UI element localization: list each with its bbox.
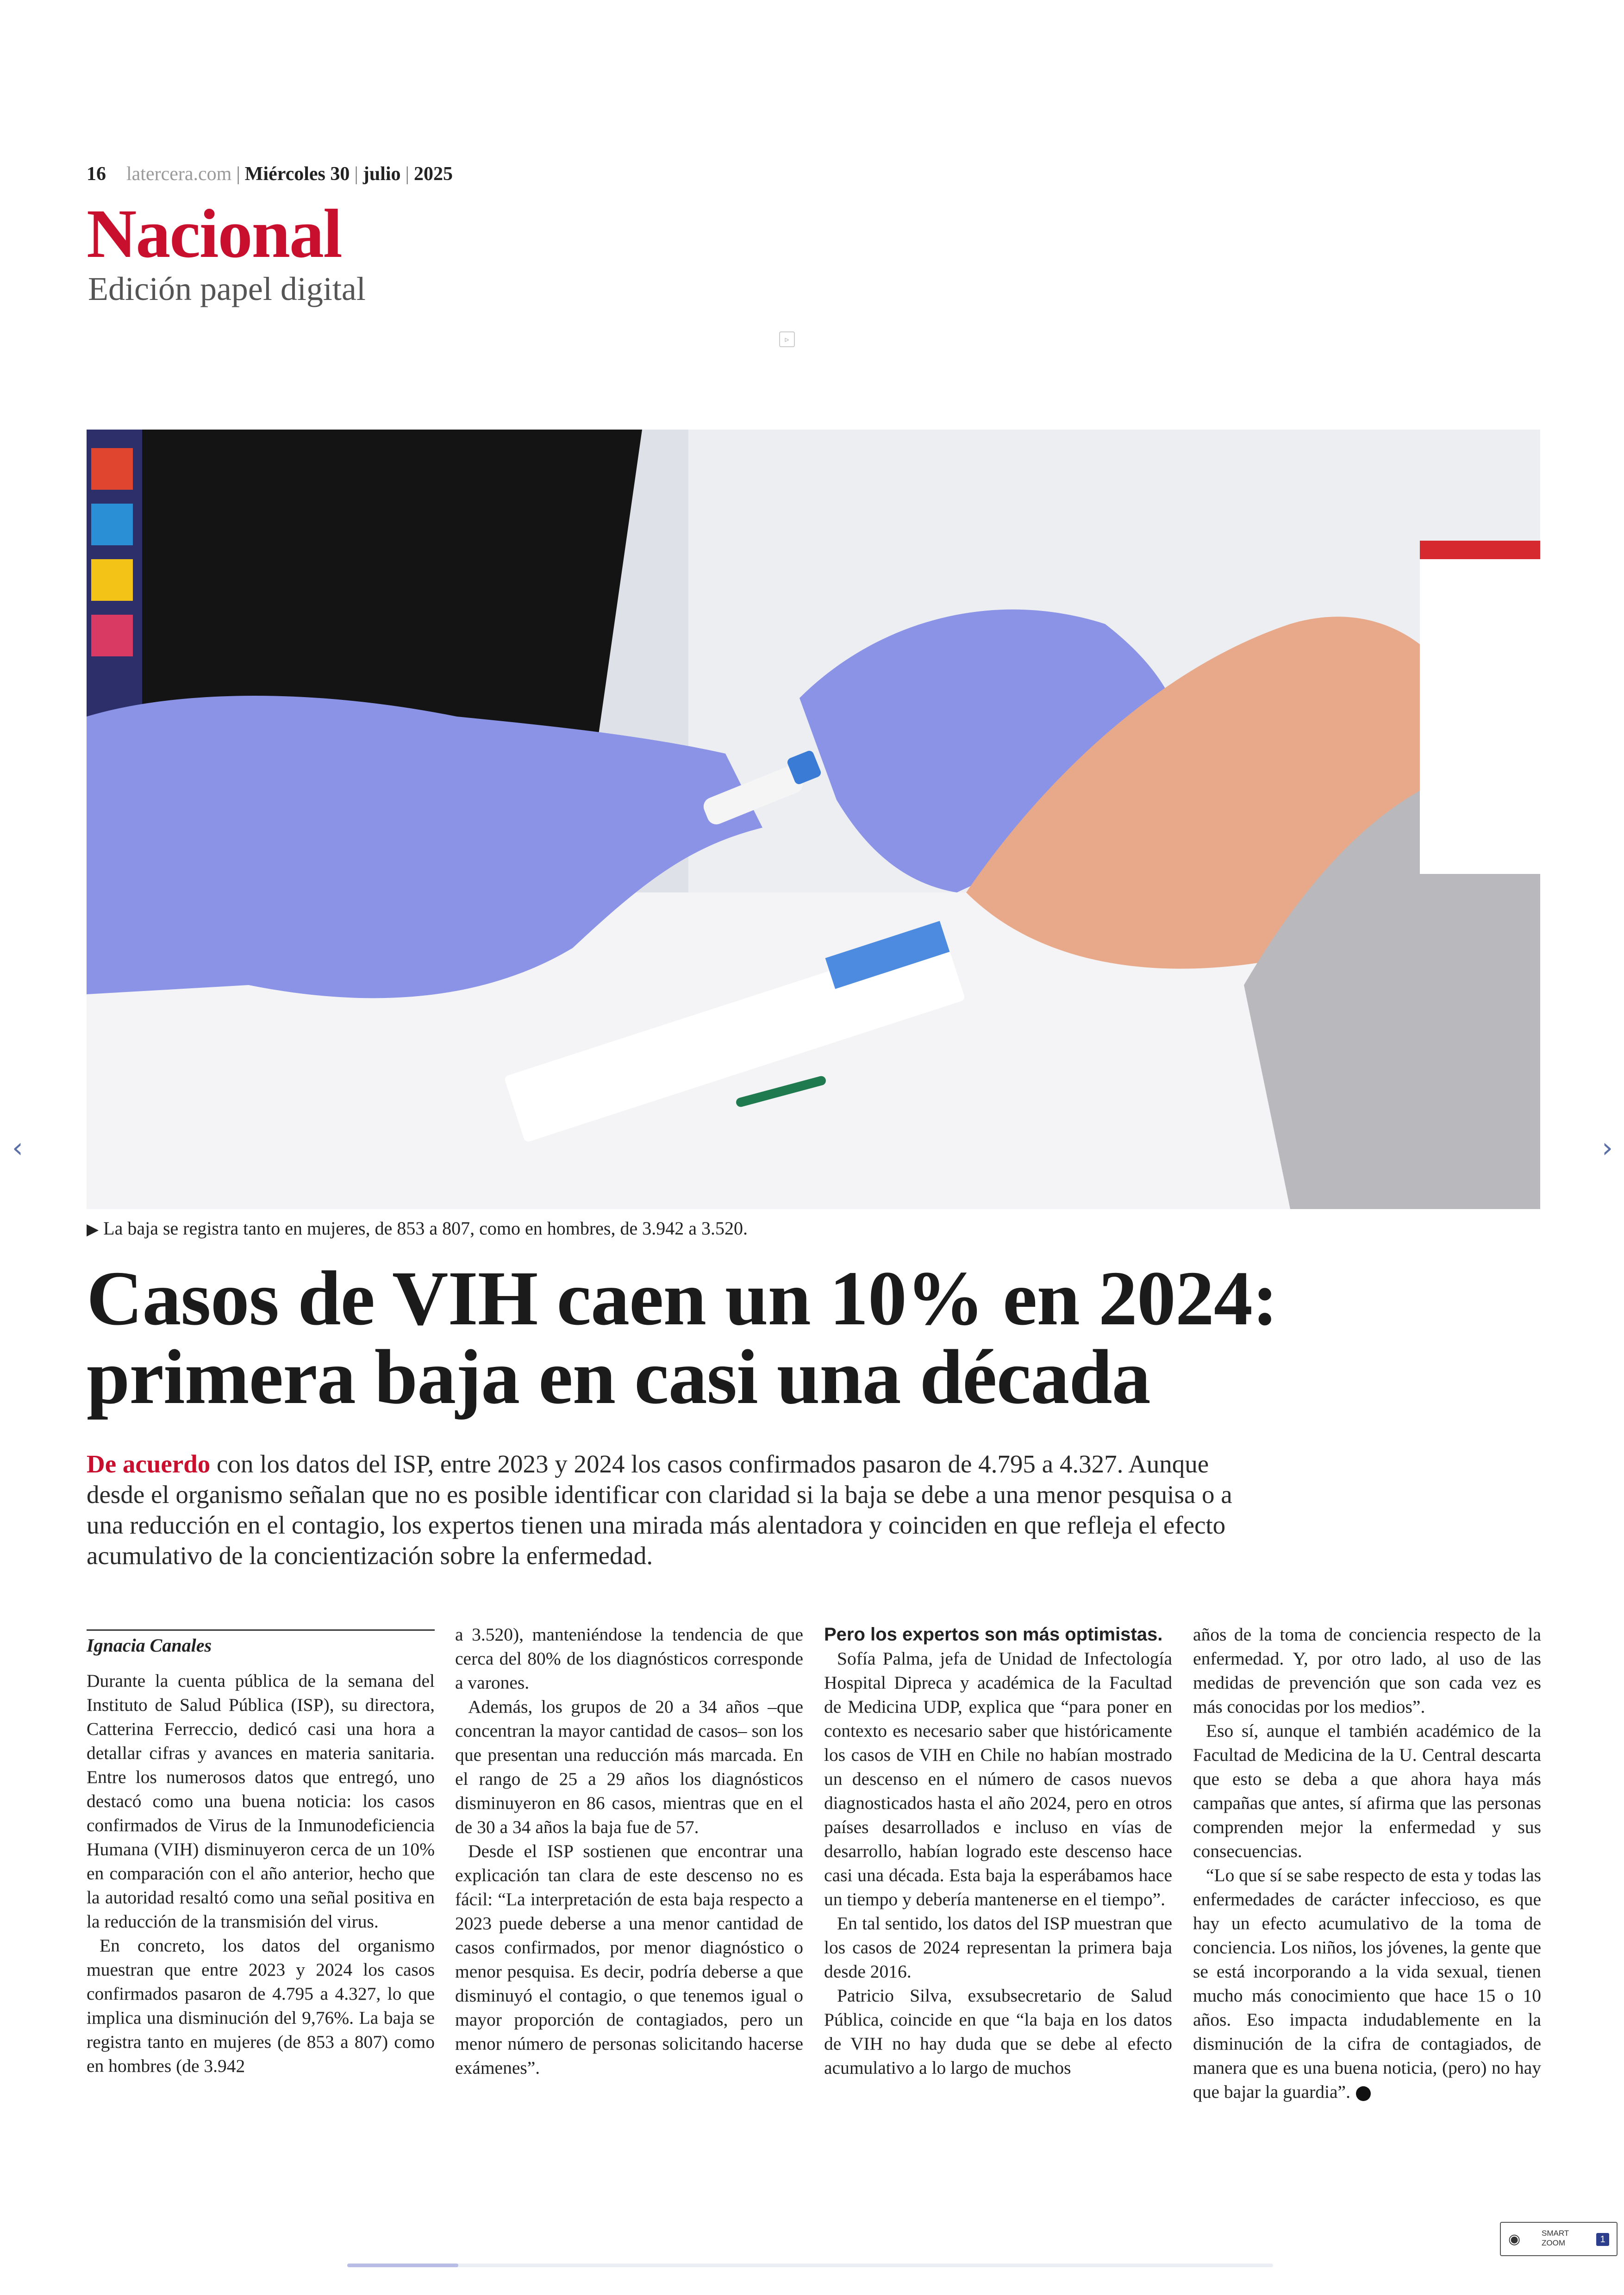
date-day: Miércoles 30	[244, 163, 350, 185]
column-1	[87, 1629, 435, 2078]
ad-marker-icon: ▹	[779, 331, 795, 347]
page-progress-bar[interactable]	[347, 2264, 1273, 2267]
paragraph: En tal sentido, los datos del ISP muestran que los casos de 2024 representan la primera baja desde 2016.	[824, 1913, 1172, 1982]
paragraph: a 3.520), manteniéndose la tendencia de que cerca del 80% de los diagnósticos corresponde a varones.	[455, 1624, 803, 1693]
paragraph: Desde el ISP sostienen que encontrar una explicación tan clara de este descenso no es fácil: “La interpretación de esta baja respecto a 2023 puede deberse a una menor cantidad de casos confirmados, por menor diagnóstico o menor pesquisa. Es decir, podría deberse a que disminuyó el contagio, o que tenemos igual o mayor proporción de contagiados, pero un menor número de personas solicitando hacerse exámenes”.	[455, 1841, 803, 2078]
progress-fill	[347, 2264, 458, 2267]
column-4	[1193, 1622, 1541, 2104]
column-3	[824, 1622, 1172, 2080]
smart-zoom-button[interactable]	[1500, 2222, 1618, 2256]
folio-line: 16 latercera.com | Miércoles 30 | julio | 2025	[87, 163, 453, 185]
lead-word: De acuerdo	[87, 1450, 211, 1478]
chevron-left-icon[interactable]: ‹	[12, 1132, 23, 1164]
date-month: julio	[362, 163, 401, 185]
article-lead	[87, 1449, 1272, 1571]
paragraph: años de la toma de conciencia respecto de la enfermedad. Y, por otro lado, al uso de las medidas de prevención que son cada vez es más conocidas por los medios”.	[1193, 1624, 1541, 1717]
caption-arrow-icon: ▶	[87, 1221, 99, 1238]
article-photo	[87, 430, 1540, 1209]
chevron-right-icon[interactable]: ›	[1602, 1132, 1613, 1164]
end-of-article-icon	[1356, 2086, 1371, 2101]
caption-text: La baja se registra tanto en mujeres, de 853 a 807, como en hombres, de 3.942 a 3.520.	[103, 1218, 748, 1239]
headline-line-2: primera baja en casi una década	[87, 1334, 1150, 1420]
paragraph	[1193, 1863, 1541, 2104]
site-name: latercera.com	[126, 163, 232, 185]
zoom-count-badge: 1	[1596, 2233, 1609, 2246]
paragraph: Además, los grupos de 20 a 34 años –que concentran la mayor cantidad de casos– son los que presentan una reducción más marcada. En el rango de 25 a 29 años los diagnósticos disminuyeron en 86 casos, mientras que en el de 30 a 34 años la baja fue de 57.	[455, 1696, 803, 1837]
paragraph: Patricio Silva, exsubsecretario de Salud Pública, coincide en que “la baja en los datos de VIH no hay duda que se debe al efecto acumulativo a lo largo de muchos	[824, 1985, 1172, 2078]
lead-text: con los datos del ISP, entre 2023 y 2024 los casos confirmados pasaron de 4.795 a 4.327. Aunque desde el organismo señalan que no es posible identificar con claridad si la baja se debe a una menor pesquisa o a una reducción en el contagio, los expertos tienen una mirada más alentadora y coinciden en que refleja el efecto acumulativo de la concientización sobre la enfermedad.	[87, 1450, 1232, 1570]
headline	[87, 1255, 1522, 1420]
subheading: Pero los expertos son más optimistas.	[824, 1624, 1163, 1645]
paragraph: Eso sí, aunque el también académico de la Facultad de Medicina de la U. Central descarta que esto se deba a que ahora haya más campañas que antes, sí afirma que las personas comprenden mejor la enfermedad y sus consecuencias.	[1193, 1721, 1541, 1861]
photo-caption	[87, 1217, 748, 1239]
paragraph-text: “Lo que sí se sabe respecto de esta y todas las enfermedades de carácter infeccioso, es que hay un efecto acumulativo de la toma de conciencia. Los niños, los jóvenes, la gente que se está incorporando a la vida sexual, tienen mucho más conocimiento que hace 15 o 10 años. Eso impacta indudablemente en la disminución de la cifra de contagiados, de manera que es una buena noticia, (pero) no hay que bajar la guardia”.	[1193, 1865, 1541, 2102]
eye-icon: ◉	[1508, 2232, 1521, 2247]
byline: Ignacia Canales	[87, 1629, 435, 1658]
page-number: 16	[87, 163, 106, 185]
paragraph: En concreto, los datos del organismo muestran que entre 2023 y 2024 los casos confirmados pasaron de 4.795 a 4.327, lo que implica una disminución del 9,76%. La baja se registra tanto en mujeres (de 853 a 807) como en hombres (de 3.942	[87, 1935, 435, 2076]
paragraph: Sofía Palma, jefa de Unidad de Infectología Hospital Dipreca y académica de la Facultad de Medicina UDP, explica que “para poner en contexto es necesario saber que históricamente los casos de VIH en Chile no habían mostrado un descenso en el número de casos nuevos diagnosticados hasta el año 2024, pero en otros países desarrollados e incluso en vías de desarrollo, habían logrado este descenso hace casi una década. Esta baja la esperábamos hace un tiempo y debería mantenerse en el tiempo”.	[824, 1648, 1172, 1909]
date-year: 2025	[413, 163, 453, 185]
headline-line-1: Casos de VIH caen un 10% en 2024:	[87, 1255, 1278, 1341]
smart-zoom-label: SMART ZOOM	[1542, 2229, 1569, 2247]
section-title: Nacional	[87, 195, 342, 272]
edition-subtitle: Edición papel digital	[88, 270, 366, 307]
column-2	[455, 1622, 803, 2080]
paragraph: Durante la cuenta pública de la semana del Instituto de Salud Pública (ISP), su directora, Catterina Ferreccio, dedicó casi una hora a detallar cifras y avances en materia sanitaria. Entre los numerosos datos que entregó, uno destacó como una buena noticia: los casos confirmados de Virus de la Inmunodeficiencia Humana (VIH) disminuyeron cerca de un 10% en comparación con el año anterior, hecho que la autoridad resaltó como una señal positiva en la reducción de la transmisión del virus.	[87, 1671, 435, 1932]
